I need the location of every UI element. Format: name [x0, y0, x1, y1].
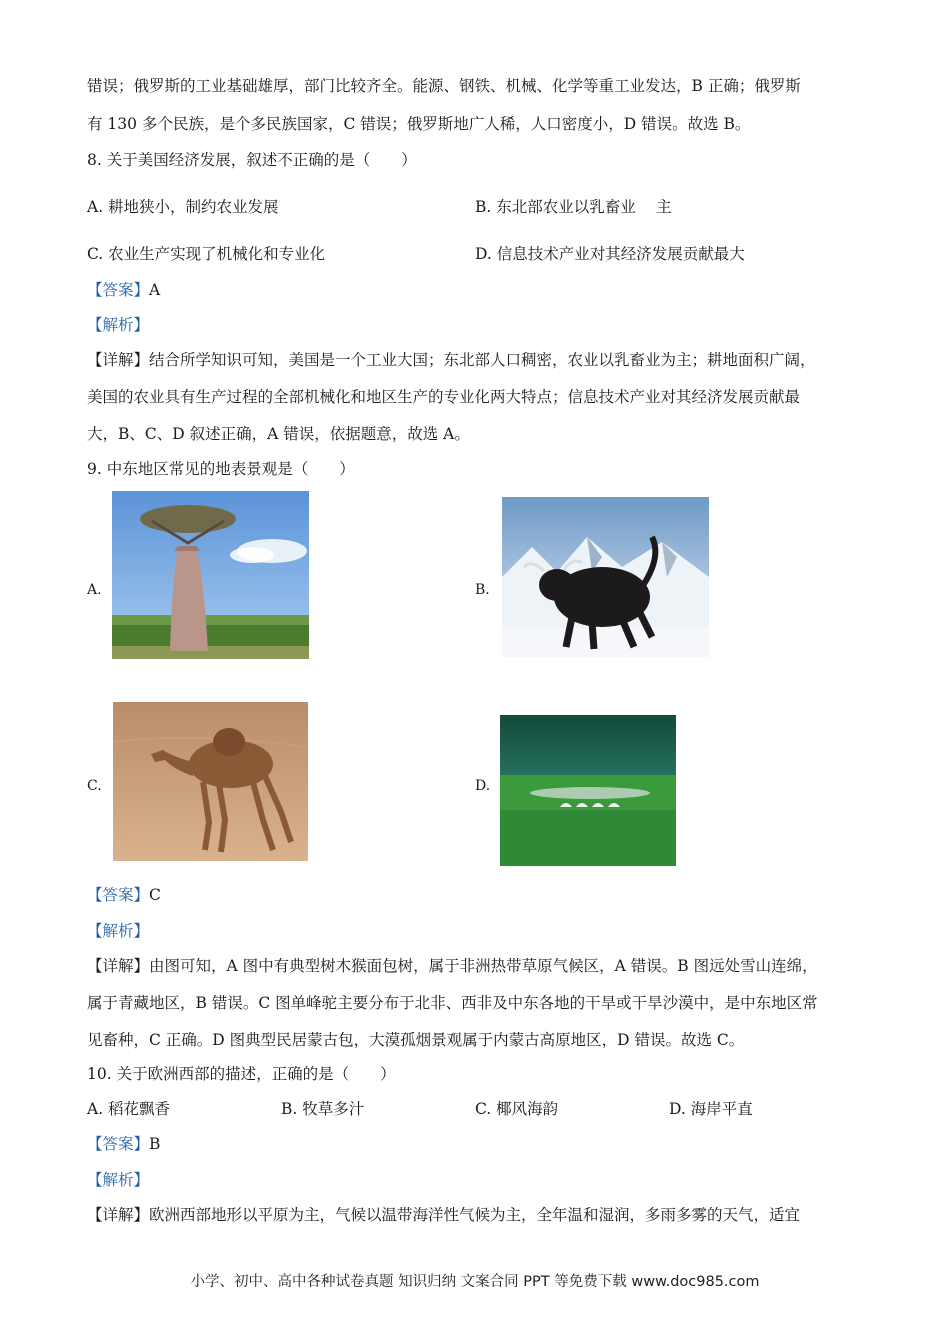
analysis-tag: 【解析】	[87, 316, 150, 334]
q10-option-a: A. 稻花飘香	[87, 1100, 171, 1118]
detail-text: 结合所学知识可知，美国是一个工业大国；东北部人口稠密，农业以乳畜业为主；耕地面积广阔，	[149, 351, 816, 369]
q10-analysis	[87, 1170, 149, 1190]
q8-option-d: D. 信息技术产业对其经济发展贡献最大	[475, 245, 745, 263]
q8-answer	[87, 280, 160, 300]
detail-tag: 【详解】	[87, 957, 150, 975]
answer-tag: 【答案】	[87, 886, 150, 904]
text-line: 属于青藏地区，B 错误。C 图单峰驼主要分布于北非、西非及中东各地的干旱或干旱沙漠中，是中东地区常	[87, 994, 818, 1012]
answer-value: A	[149, 281, 161, 299]
text-line: 大，B、C、D 叙述正确，A 错误，依据题意，故选 A。	[87, 425, 470, 443]
q8-detail	[87, 350, 816, 370]
text-line: 错误；俄罗斯的工业基础雄厚，部门比较齐全。能源、钢铁、机械、化学等重工业发达，B 正确；俄罗斯	[87, 77, 801, 95]
q10-option-d: D. 海岸平直	[669, 1100, 753, 1118]
q9-detail	[87, 956, 818, 976]
answer-tag: 【答案】	[87, 1135, 150, 1153]
q8-analysis	[87, 315, 149, 335]
text-line: 有 130 多个民族，是个多民族国家，C 错误；俄罗斯地广人稀，人口密度小，D 错误。故选 B。	[87, 115, 751, 133]
q10-answer	[87, 1134, 160, 1154]
q9-label-a: A.	[87, 582, 102, 598]
question-10-stem: 10. 关于欧洲西部的描述，正确的是（ ）	[87, 1065, 396, 1083]
text-line: 见畜种，C 正确。D 图典型民居蒙古包，大漠孤烟景观属于内蒙古高原地区，D 错误。故选 C。	[87, 1031, 745, 1049]
answer-value: B	[149, 1135, 161, 1153]
analysis-tag: 【解析】	[87, 922, 150, 940]
q8-option-c: C. 农业生产实现了机械化和专业化	[87, 245, 326, 263]
question-9-stem: 9. 中东地区常见的地表景观是（ ）	[87, 460, 355, 478]
q9-label-b: B.	[475, 582, 490, 598]
q9-answer	[87, 885, 161, 905]
detail-text: 由图可知，A 图中有典型树木猴面包树，属于非洲热带草原气候区，A 错误。B 图远处雪山连绵，	[149, 957, 818, 975]
text-line: 美国的农业具有生产过程的全部机械化和地区生产的专业化两大特点；信息技术产业对其经济发展贡献最	[87, 388, 801, 406]
page-footer: 小学、初中、高中各种试卷真题 知识归纳 文案合同 PPT 等免费下载 www.doc985.com	[190, 1274, 760, 1290]
q10-option-c: C. 椰风海韵	[475, 1100, 559, 1118]
q8-option-a: A. 耕地狭小，制约农业发展	[87, 198, 279, 216]
answer-value: C	[149, 886, 161, 904]
detail-tag: 【详解】	[87, 1206, 150, 1224]
baobab-tree-image	[112, 491, 309, 659]
answer-tag: 【答案】	[87, 281, 150, 299]
q9-label-d: D.	[475, 778, 491, 794]
q10-detail	[87, 1205, 800, 1225]
analysis-tag: 【解析】	[87, 1171, 150, 1189]
detail-tag: 【详解】	[87, 351, 150, 369]
yak-image	[502, 497, 709, 657]
grassland-yurt-image	[500, 715, 676, 866]
detail-text: 欧洲西部地形以平原为主，气候以温带海洋性气候为主，全年温和湿润，多雨多雾的天气，适宜	[149, 1206, 801, 1224]
camel-image	[113, 702, 308, 861]
q9-analysis	[87, 921, 149, 941]
q10-option-b: B. 牧草多汁	[281, 1100, 365, 1118]
q9-label-c: C.	[87, 778, 102, 794]
q8-option-b: B. 东北部农业以乳畜业 主	[475, 198, 672, 216]
question-8-stem: 8. 关于美国经济发展，叙述不正确的是（ ）	[87, 151, 417, 169]
